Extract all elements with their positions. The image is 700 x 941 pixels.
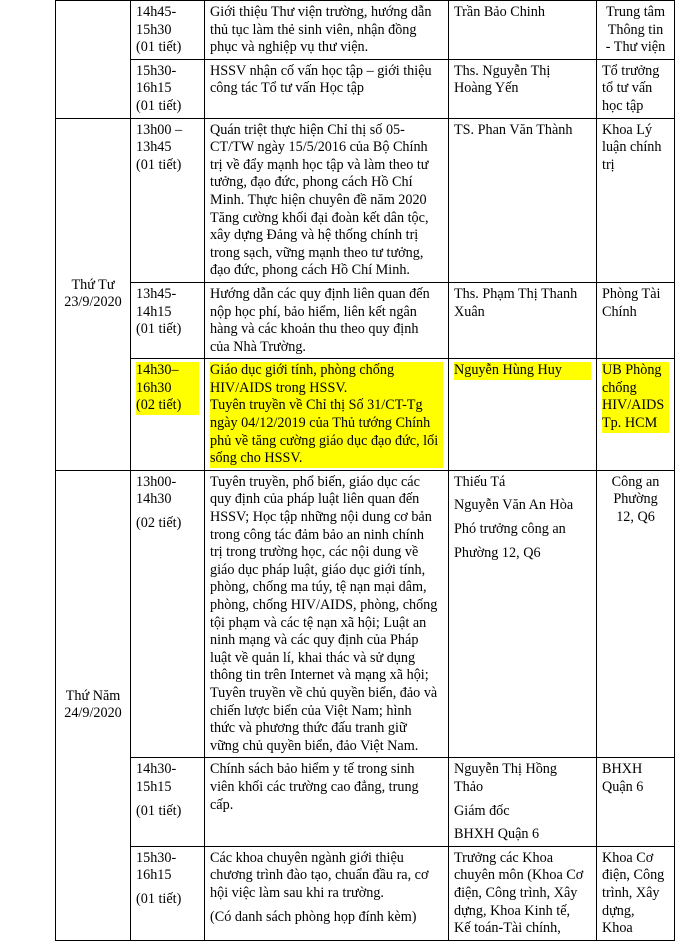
schedule-row	[56, 59, 675, 118]
unit-cell: Khoa Cơ điện, Công trình, Xây dựng, Khoa	[597, 846, 675, 940]
unit-cell: Phòng Tài Chính	[597, 282, 675, 358]
day-cell	[56, 1, 131, 119]
presenter-cell: Trưởng các Khoa chuyên môn (Khoa Cơ điện, Công trình, Xây dựng, Khoa Kinh tế, Kế toán-Tài chính,	[449, 846, 597, 940]
content-cell: Tuyên truyền, phổ biến, giáo dục các quy định của pháp luật liên quan đến HSSV; Học tập những nội dung cơ bản trong công tác đảm bảo an ninh chính trị trong trường học, các nội dung về giáo dục pháp luật, giáo dục giới tính, phòng, chống ma túy, tệ nạn mại dâm, phòng, chống HIV/AIDS, phòng, chống tội phạm và các tệ nạn xã hội; Luật an ninh mạng và các quy định của Pháp luật về quản lí, khai thác và sử dụng thông tin trên Internet và mạng xã hội; Tuyên truyền về chủ quyền biển, đảo và chiến lược biển của Việt Nam; hình thức và phương thức đấu tranh giữ vững chủ quyền biển, đảo Việt Nam.	[205, 470, 449, 758]
day-cell	[56, 470, 131, 940]
content-cell: Giới thiệu Thư viện trường, hướng dẫn thủ tục làm thẻ sinh viên, nhận đồng phục và nghiệp vụ thư viện.	[205, 1, 449, 60]
presenter-cell: Ths. Phạm Thị Thanh Xuân	[449, 282, 597, 358]
content-cell: Chính sách bảo hiểm y tế trong sinh viên khối các trường cao đẳng, trung cấp.	[205, 758, 449, 846]
schedule-row	[56, 1, 675, 60]
day-name: Thứ Tư	[71, 276, 115, 293]
time-cell: 15h30- 16h15 (01 tiết)	[131, 846, 205, 940]
time-cell: 13h45- 14h15 (01 tiết)	[131, 282, 205, 358]
content-cell: Hướng dẫn các quy định liên quan đến nộp học phí, bảo hiểm, liên kết ngân hàng và các khoản thu theo quy định của Nhà Trường.	[205, 282, 449, 358]
day-cell	[56, 118, 131, 470]
schedule-row	[56, 846, 675, 940]
presenter-cell: Ths. Nguyễn Thị Hoàng Yến	[449, 59, 597, 118]
unit-cell: UB Phòng chống HIV/AIDS Tp. HCM	[597, 359, 675, 471]
presenter-cell: Trần Bảo Chinh	[449, 1, 597, 60]
time-cell: 14h45- 15h30 (01 tiết)	[131, 1, 205, 60]
time-cell: 13h00 – 13h45 (01 tiết)	[131, 118, 205, 282]
presenter-cell: TS. Phan Văn Thành	[449, 118, 597, 282]
unit-cell: BHXH Quận 6	[597, 758, 675, 846]
content-cell: HSSV nhận cố vấn học tập – giới thiệu công tác Tổ tư vấn Học tập	[205, 59, 449, 118]
schedule-row	[56, 282, 675, 358]
time-cell: 13h00- 14h30 (02 tiết)	[131, 470, 205, 758]
unit-cell: Khoa Lý luận chính trị	[597, 118, 675, 282]
presenter-cell: Nguyễn Hùng Huy	[449, 359, 597, 471]
schedule-row	[56, 758, 675, 846]
schedule-row	[56, 470, 675, 758]
day-date: 23/9/2020	[64, 294, 122, 311]
day-name: Thứ Năm	[65, 687, 121, 704]
content-cell: Các khoa chuyên ngành giới thiệu chương trình đào tạo, chuẩn đầu ra, cơ hội việc làm sau khi ra trường. (Có danh sách phòng họp đính kèm)	[205, 846, 449, 940]
time-cell: 15h30- 16h15 (01 tiết)	[131, 59, 205, 118]
schedule-table	[55, 0, 675, 941]
unit-cell: Công an Phường 12, Q6	[597, 470, 675, 758]
time-cell: 14h30- 15h15 (01 tiết)	[131, 758, 205, 846]
schedule-row-highlighted	[56, 359, 675, 471]
unit-cell: Tổ trưởng tổ tư vấn học tập	[597, 59, 675, 118]
schedule-row	[56, 118, 675, 282]
time-cell: 14h30– 16h30 (02 tiết)	[131, 359, 205, 471]
presenter-cell: Nguyễn Thị Hồng Thảo Giám đốc BHXH Quận 6	[449, 758, 597, 846]
content-cell: Quán triệt thực hiện Chỉ thị số 05- CT/TW ngày 15/5/2016 của Bộ Chính trị về đẩy mạnh học tập và làm theo tư tưởng, đạo đức, phong cách Hồ Chí Minh. Thực hiện chuyên đề năm 2020 Tăng cường khối đại đoàn kết dân tộc, xây dựng Đảng và hệ thống chính trị trong sạch, vững mạnh theo tư tưởng, đạo đức, phong cách Hồ Chí Minh.	[205, 118, 449, 282]
unit-cell: Trung tâm Thông tin - Thư viện	[597, 1, 675, 60]
day-date: 24/9/2020	[64, 705, 122, 722]
content-cell: Giáo dục giới tính, phòng chống HIV/AIDS trong HSSV. Tuyên truyền về Chỉ thị Số 31/CT-Tg ngày 04/12/2019 của Thủ tướng Chính phủ về tăng cường giáo dục đạo đức, lối sống cho HSSV.	[205, 359, 449, 471]
presenter-cell: Thiếu Tá Nguyễn Văn An Hòa Phó trưởng công an Phường 12, Q6	[449, 470, 597, 758]
